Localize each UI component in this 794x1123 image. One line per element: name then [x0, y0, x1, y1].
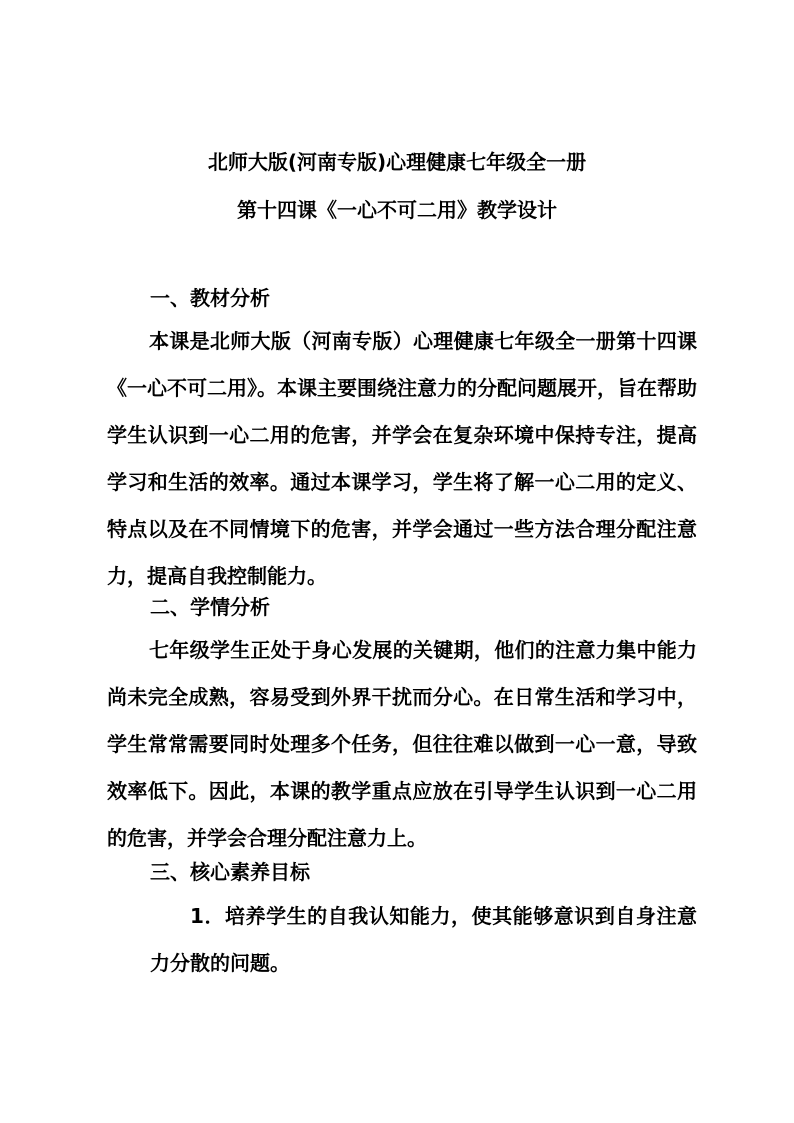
section-heading-core-literacy-goals: 三、核心素养目标 [150, 860, 310, 884]
document-title-line-1: 北师大版(河南专版)心理健康七年级全一册 [207, 150, 587, 174]
section-heading-textbook-analysis: 一、教材分析 [150, 286, 270, 310]
document-title-line-2: 第十四课《一心不可二用》教学设计 [237, 198, 557, 222]
section-paragraph-student-analysis: 七年级学生正处于身心发展的关键期，他们的注意力集中能力尚未完全成熟，容易受到外界干扰而分心。在日常生活和学习中，学生常常需要同时处理多个任务，但往往难以做到一心一意，导致效率低下。因此，本课的教学重点应放在引导学生认识到一心二用的危害，并学会合理分配注意力上。 [107, 638, 697, 850]
section-paragraph-textbook-analysis: 本课是北师大版（河南专版）心理健康七年级全一册第十四课《一心不可二用》。本课主要围绕注意力的分配问题展开，旨在帮助学生认识到一心二用的危害，并学会在复杂环境中保持专注，提高学习和生活的效率。通过本课学习，学生将了解一心二用的定义、特点以及在不同情境下的危害，并学会通过一些方法合理分配注意力，提高自我控制能力。 [107, 329, 697, 588]
list-item-goal-1: 1．培养学生的自我认知能力，使其能够意识到自身注意力分散的问题。 [150, 904, 697, 975]
section-heading-student-analysis: 二、学情分析 [150, 595, 270, 619]
